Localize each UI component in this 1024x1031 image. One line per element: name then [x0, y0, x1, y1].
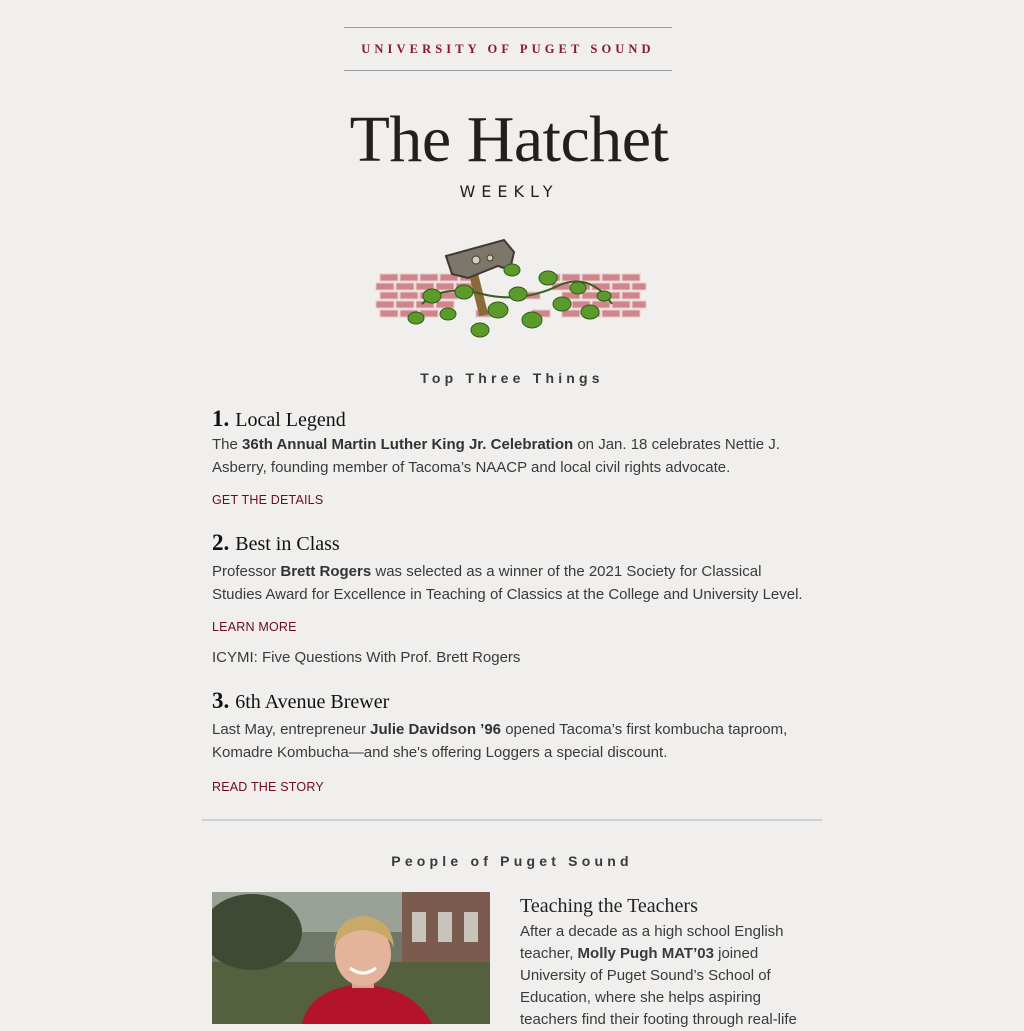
bold-segment: Julie Davidson ’96	[370, 721, 502, 738]
newsletter-subtitle: WEEKLY	[459, 182, 559, 201]
text-segment: The	[212, 436, 243, 453]
item-1-title	[212, 406, 346, 432]
item-2-text	[212, 561, 812, 606]
text-segment: opened Tacoma’s first kombucha taproom, Komadre Kombucha—and she's offering Loggers a special discount.	[212, 721, 788, 761]
item-number: 3.	[212, 688, 230, 713]
top-three-heading: Top Three Things	[420, 370, 604, 386]
text-segment: was selected as a winner of the 2021 Society for Classical Studies Award for Excellence in Teaching of Classics at the College and University Level.	[212, 563, 803, 603]
people-heading: People of Puget Sound	[391, 853, 633, 869]
item-title-text: Best in Class	[235, 533, 340, 555]
university-banner[interactable]	[344, 27, 672, 71]
read-story-link[interactable]: READ THE STORY	[212, 780, 324, 794]
item-number: 1.	[212, 406, 230, 431]
hatchet-brick-illustration	[372, 234, 652, 344]
text-segment: Last May, entrepreneur	[212, 721, 371, 738]
get-details-link[interactable]: GET THE DETAILS	[212, 493, 324, 507]
item-title-text: 6th Avenue Brewer	[235, 691, 390, 713]
learn-more-link[interactable]: LEARN MORE	[212, 620, 297, 634]
section-divider	[202, 819, 822, 821]
item-3-title	[212, 688, 389, 714]
bold-segment: Molly Pugh MAT’03	[577, 945, 714, 962]
university-name: UNIVERSITY OF PUGET SOUND	[361, 41, 655, 56]
item-3-text	[212, 719, 812, 764]
molly-pugh-photo[interactable]	[212, 892, 490, 1024]
item-number: 2.	[212, 530, 230, 555]
item-2-title	[212, 530, 340, 556]
item-1-text	[212, 434, 812, 479]
text-segment: Professor	[212, 563, 281, 580]
story-title[interactable]: Teaching the Teachers	[520, 895, 698, 917]
text-segment: joined University of Puget Sound’s School of Education, where she helps aspiring teachers find their footing through real-life	[520, 945, 797, 1028]
item-title-text: Local Legend	[235, 409, 346, 431]
bold-segment: Brett Rogers	[280, 563, 372, 580]
icymi-link[interactable]: ICYMI: Five Questions With Prof. Brett Rogers	[212, 649, 521, 666]
text-segment: After a decade as a high school English teacher,	[520, 923, 784, 962]
text-segment: on Jan. 18 celebrates Nettie J. Asberry, founding member of Tacoma’s NAACP and local civil rights advocate.	[212, 436, 780, 476]
bold-segment: 36th Annual Martin Luther King Jr. Celebration	[242, 436, 574, 453]
story-text	[520, 921, 806, 1031]
newsletter-title: The Hatchet	[349, 103, 669, 176]
